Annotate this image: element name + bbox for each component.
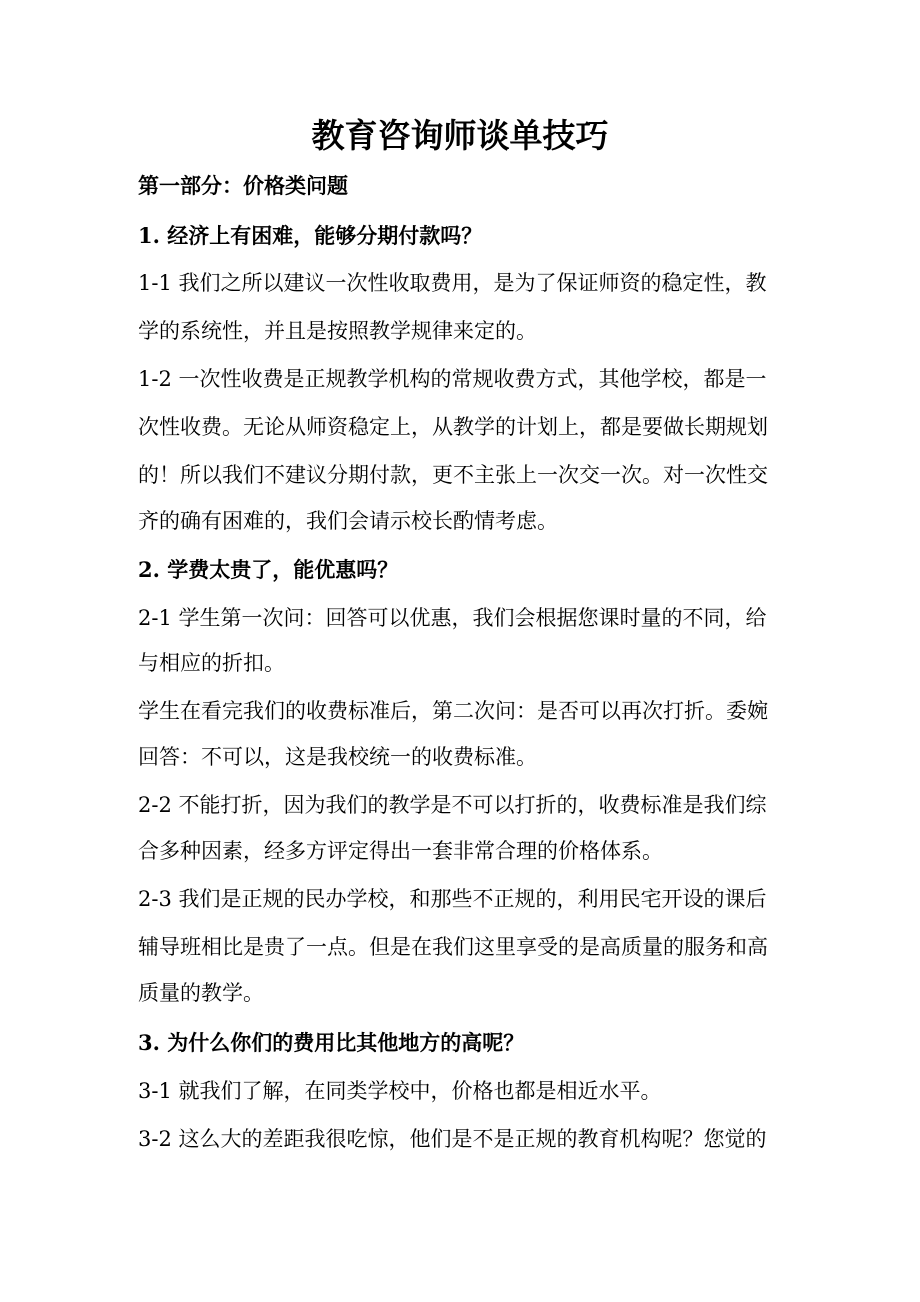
answer-line: 2-3 我们是正规的民办学校，和那些不正规的，利用民宅开设的课后 bbox=[138, 887, 767, 911]
answer-line: 辅导班相比是贵了一点。但是在我们这里享受的是高质量的服务和高 bbox=[138, 935, 768, 959]
question-3: 3. 为什么你们的费用比其他地方的高呢？ bbox=[138, 1030, 525, 1055]
answer-line: 次性收费。无论从师资稳定上，从教学的计划上，都是要做长期规划 bbox=[138, 415, 768, 439]
answer-line: 学的系统性，并且是按照教学规律来定的。 bbox=[138, 319, 537, 343]
answer-line: 2-1 学生第一次问：回答可以优惠，我们会根据您课时量的不同，给 bbox=[138, 606, 767, 630]
document-title: 教育咨询师谈单技巧 bbox=[311, 116, 609, 155]
answer-line: 2-2 不能打折，因为我们的教学是不可以打折的，收费标准是我们综 bbox=[138, 793, 767, 817]
answer-line: 学生在看完我们的收费标准后，第二次问：是否可以再次打折。委婉 bbox=[138, 699, 768, 723]
answer-line: 3-2 这么大的差距我很吃惊，他们是不是正规的教育机构呢？您觉的 bbox=[138, 1127, 767, 1151]
section-heading: 第一部分：价格类问题 bbox=[138, 173, 348, 198]
answer-line: 回答：不可以，这是我校统一的收费标准。 bbox=[138, 745, 537, 769]
answer-line: 与相应的折扣。 bbox=[138, 651, 285, 675]
answer-line: 3-1 就我们了解，在同类学校中，价格也都是相近水平。 bbox=[138, 1079, 662, 1103]
question-1: 1. 经济上有困难，能够分期付款吗？ bbox=[138, 223, 483, 248]
answer-line: 齐的确有困难的，我们会请示校长酌情考虑。 bbox=[138, 509, 558, 533]
answer-line: 1-2 一次性收费是正规教学机构的常规收费方式，其他学校，都是一 bbox=[138, 367, 767, 391]
answer-line: 的！所以我们不建议分期付款，更不主张上一次交一次。对一次性交 bbox=[138, 463, 768, 487]
answer-line: 1-1 我们之所以建议一次性收取费用，是为了保证师资的稳定性，教 bbox=[138, 271, 767, 295]
question-2: 2. 学费太贵了，能优惠吗？ bbox=[138, 557, 399, 582]
answer-line: 质量的教学。 bbox=[138, 981, 264, 1005]
answer-line: 合多种因素，经多方评定得出一套非常合理的价格体系。 bbox=[138, 839, 663, 863]
